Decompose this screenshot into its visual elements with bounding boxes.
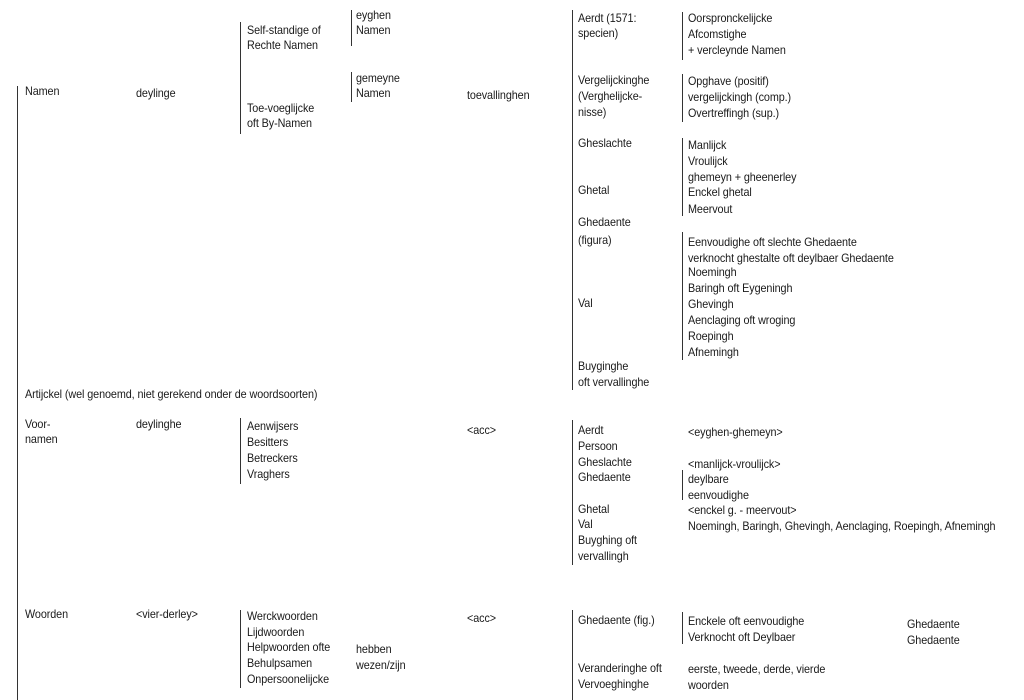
- brace-line-main: [17, 86, 18, 700]
- woorden-veranderinghe-item: woorden: [688, 678, 729, 692]
- gheslachte-label: Gheslachte: [578, 136, 632, 150]
- brace-line-ghedaente-items: [682, 232, 683, 266]
- brace-line-woorden-items: [240, 610, 241, 688]
- toe-voeglijcke-line2: oft By-Namen: [247, 116, 312, 130]
- woorden-label: Woorden: [25, 607, 69, 621]
- ghedaente-line1: Ghedaente: [578, 215, 631, 229]
- vergelijckinghe-line3: nisse): [578, 105, 607, 119]
- voornamen-label-line1: Voor-: [25, 417, 51, 431]
- aerdt-line1: Aerdt (1571:: [578, 11, 637, 25]
- eyghen-line2: Namen: [356, 23, 391, 37]
- brace-line-namen-types: [240, 22, 241, 134]
- val-item: Ghevingh: [688, 297, 734, 311]
- brace-line-woorden-props: [572, 610, 573, 700]
- brace-line-eyghen: [351, 10, 352, 46]
- vergelijckinghe-item: vergelijckingh (comp.): [688, 90, 792, 104]
- woorden-item: Werckwoorden: [247, 609, 318, 623]
- voornamen-prop: Ghedaente: [578, 470, 631, 484]
- ghetal-item: Enckel ghetal: [688, 185, 752, 199]
- voornamen-item: Betreckers: [247, 451, 298, 465]
- woorden-item: Helpwoorden ofte: [247, 640, 331, 654]
- woorden-ghedaente-right: Ghedaente: [907, 617, 960, 631]
- woorden-item: Behulpsamen: [247, 656, 313, 670]
- ghedaente-item: Eenvoudighe oft slechte Ghedaente: [688, 235, 857, 249]
- aerdt-line2: specien): [578, 26, 619, 40]
- voornamen-deylinghe: deylinghe: [136, 417, 182, 431]
- buyginghe-line1: Buyginghe: [578, 359, 629, 373]
- voornamen-ghetal-value: <enckel g. - meervout>: [688, 503, 797, 517]
- toe-voeglijcke-line1: Toe-voeglijcke: [247, 101, 315, 115]
- voornamen-ghedaente-value: eenvoudighe: [688, 488, 749, 502]
- woorden-ghedaente-right: Ghedaente: [907, 633, 960, 647]
- woorden-vier-derley: <vier-derley>: [136, 607, 198, 621]
- voornamen-ghedaente-value: deylbare: [688, 472, 729, 486]
- brace-line-gheslachte-items: [682, 138, 683, 186]
- buyginghe-line2: oft vervallinghe: [578, 375, 650, 389]
- toevallinghen: toevallinghen: [467, 88, 530, 102]
- voornamen-gheslachte-value: <manlijck-vroulijck>: [688, 457, 781, 471]
- woorden-veranderinghe-item: eerste, tweede, derde, vierde: [688, 662, 826, 676]
- vergelijckinghe-item: Overtreffingh (sup.): [688, 106, 780, 120]
- aerdt-item: Oorspronckelijcke: [688, 11, 773, 25]
- voornamen-item: Besitters: [247, 435, 289, 449]
- val-item: Baringh oft Eygeningh: [688, 281, 793, 295]
- namen-label: Namen: [25, 84, 60, 98]
- gheslachte-item: Manlijck: [688, 138, 727, 152]
- gemeyne-line1: gemeyne: [356, 71, 400, 85]
- val-item: Noemingh: [688, 265, 737, 279]
- woorden-veranderinghe-line1: Veranderinghe oft: [578, 661, 662, 675]
- brace-line-voornamen-ghedaente: [682, 470, 683, 500]
- voornamen-prop: Persoon: [578, 439, 618, 453]
- val-item: Afnemingh: [688, 345, 739, 359]
- ghedaente-item: verknocht ghestalte oft deylbaer Ghedaente: [688, 251, 894, 265]
- voornamen-item: Vraghers: [247, 467, 290, 481]
- woorden-item: Lijdwoorden: [247, 625, 305, 639]
- brace-line-voornamen-items: [240, 418, 241, 484]
- vergelijckinghe-item: Opghave (positif): [688, 74, 769, 88]
- self-standige-line1: Self-standige of: [247, 23, 321, 37]
- artijckel-note: Artijckel (wel genoemd, niet gerekend onder de woordsoorten): [25, 387, 318, 401]
- voornamen-acc: <acc>: [467, 423, 496, 437]
- woorden-item: Onpersoonelijcke: [247, 672, 330, 686]
- woorden-ghedaente: Ghedaente (fig.): [578, 613, 655, 627]
- val-item: Aenclaging oft wroging: [688, 313, 796, 327]
- woorden-ghedaente-item: Enckele oft eenvoudighe: [688, 614, 805, 628]
- voornamen-val-value: Noemingh, Baringh, Ghevingh, Aenclaging, Roepingh, Afnemingh: [688, 519, 996, 533]
- voornamen-prop: Buyghing oft: [578, 533, 637, 547]
- ghedaente-line2: (figura): [578, 233, 612, 247]
- woorden-hebben: hebben: [356, 642, 392, 656]
- voornamen-aerdt-value: <eyghen-ghemeyn>: [688, 425, 783, 439]
- woorden-acc: <acc>: [467, 611, 496, 625]
- aerdt-item: + vercleynde Namen: [688, 43, 786, 57]
- voornamen-prop: Ghetal: [578, 502, 610, 516]
- voornamen-prop: Val: [578, 517, 593, 531]
- woorden-veranderinghe-line2: Vervoeghinghe: [578, 677, 649, 691]
- gemeyne-line2: Namen: [356, 86, 391, 100]
- self-standige-line2: Rechte Namen: [247, 38, 318, 52]
- voornamen-prop: Gheslachte: [578, 455, 632, 469]
- woorden-ghedaente-item: Verknocht oft Deylbaer: [688, 630, 796, 644]
- vergelijckinghe-line2: (Verghelijcke-: [578, 89, 643, 103]
- eyghen-line1: eyghen: [356, 8, 391, 22]
- woorden-wezen: wezen/zijn: [356, 658, 406, 672]
- brace-line-aerdt-items: [682, 12, 683, 60]
- voornamen-prop: vervallingh: [578, 549, 629, 563]
- brace-line-gemeyne: [351, 72, 352, 102]
- ghetal-item: Meervout: [688, 202, 733, 216]
- brace-line-ghetal-items: [682, 184, 683, 216]
- aerdt-item: Afcomstighe: [688, 27, 747, 41]
- brace-line-vergelijck-items: [682, 74, 683, 122]
- voornamen-item: Aenwijsers: [247, 419, 299, 433]
- namen-deylinge: deylinge: [136, 86, 176, 100]
- brace-line-voornamen-props: [572, 420, 573, 565]
- brace-line-toevallinghen: [572, 10, 573, 390]
- voornamen-prop: Aerdt: [578, 423, 604, 437]
- gheslachte-item: Vroulijck: [688, 154, 728, 168]
- val-label: Val: [578, 296, 593, 310]
- val-item: Roepingh: [688, 329, 734, 343]
- brace-line-woorden-ghedaente: [682, 612, 683, 644]
- vergelijckinghe-line1: Vergelijckinghe: [578, 73, 650, 87]
- voornamen-label-line2: namen: [25, 432, 58, 446]
- gheslachte-item: ghemeyn + gheenerley: [688, 170, 797, 184]
- ghetal-label: Ghetal: [578, 183, 610, 197]
- brace-line-val-items: [682, 264, 683, 360]
